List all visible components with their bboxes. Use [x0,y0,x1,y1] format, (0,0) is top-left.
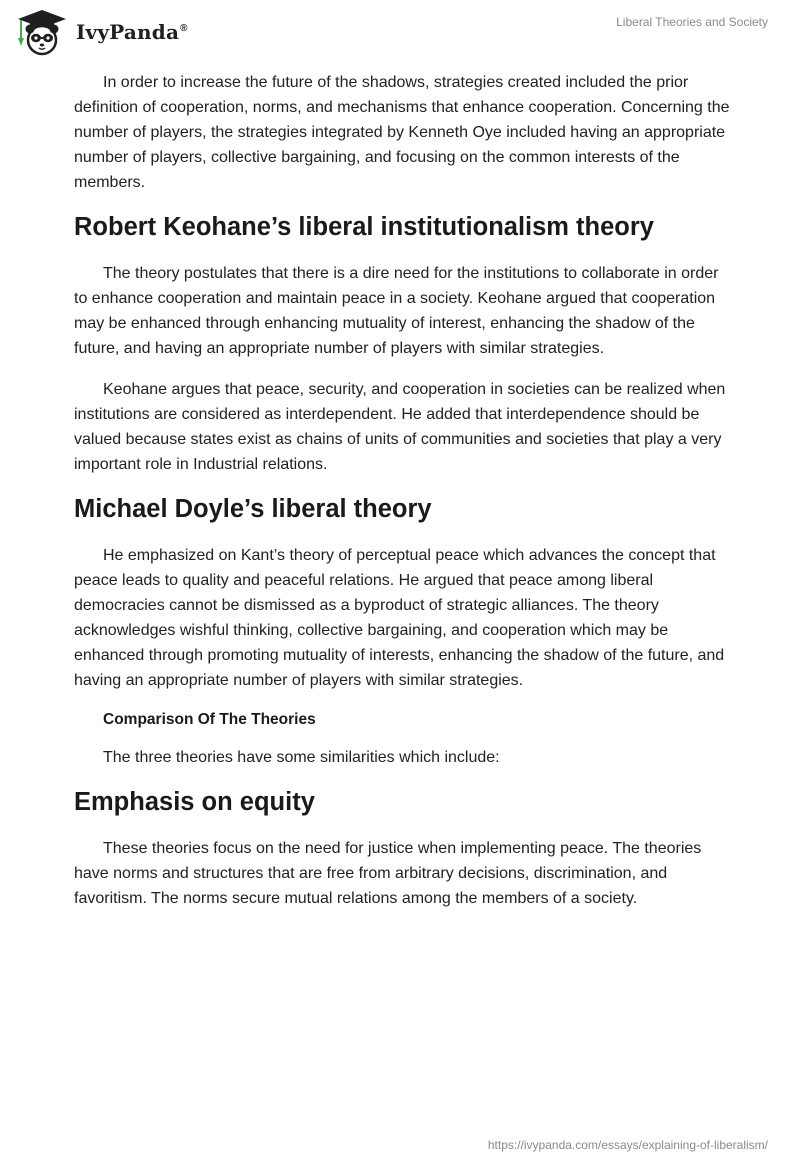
logo-wordmark: IvyPanda® [76,20,188,44]
paragraph-keohane-theory: The theory postulates that there is a dire need for the institutions to collaborate in order to enhance cooperation and maintain peace in a society. Keohane argued that cooperation may be enhanced through enhancing mutuality of interest, enhancing the shadow of the future, and having an appropriate number of players with similar strategies. [74,265,719,357]
source-url[interactable]: https://ivypanda.com/essays/explaining-of-liberalism/ [487,1138,768,1152]
paragraph-doyle-theory: He emphasized on Kant’s theory of perceptual peace which advances the concept that peace leads to quality and peaceful relations. He argued that peace among liberal democracies cannot be dismissed as a byproduct of strategic alliances. The theory acknowledges wishful thinking, collective bargaining, and cooperation which may be enhanced through promoting mutuality of interests, enhancing the shadow of the future, and having an appropriate number of players with similar strategies. [74,547,725,689]
heading-doyle: Michael Doyle’s liberal theory [74,495,432,523]
paragraph-similarities: The three theories have some similarities which include: [103,749,500,766]
logo[interactable] [14,8,188,56]
heading-keohane: Robert Keohane’s liberal institutionalism theory [74,213,654,241]
essay-content [74,70,730,927]
registered-mark: ® [180,23,188,35]
panda-graduate-icon [14,8,70,56]
subheading-comparison: Comparison Of The Theories [103,711,316,728]
document-title: Liberal Theories and Society [616,15,768,29]
heading-equity: Emphasis on equity [74,788,315,816]
paragraph-oye-strategies: In order to increase the future of the shadows, strategies created included the prior definition of cooperation, norms, and mechanisms that enhance cooperation. Concerning the number of players, the strategies integrated by Kenneth Oye included having an appropriate number of players, collective bargaining, and focusing on the common interests of the members. [74,74,730,191]
paragraph-keohane-interdependence: Keohane argues that peace, security, and cooperation in societies can be realized when institutions are considered as interdependent. He added that interdependence should be valued because states exist as chains of units of communities and societies that play a very important role in Industrial relations. [74,381,726,473]
page-header [0,0,800,62]
paragraph-equity: These theories focus on the need for justice when implementing peace. The theories have norms and structures that are free from arbitrary decisions, discrimination, and favoritism. The norms secure mutual relations among the members of a society. [74,840,702,907]
